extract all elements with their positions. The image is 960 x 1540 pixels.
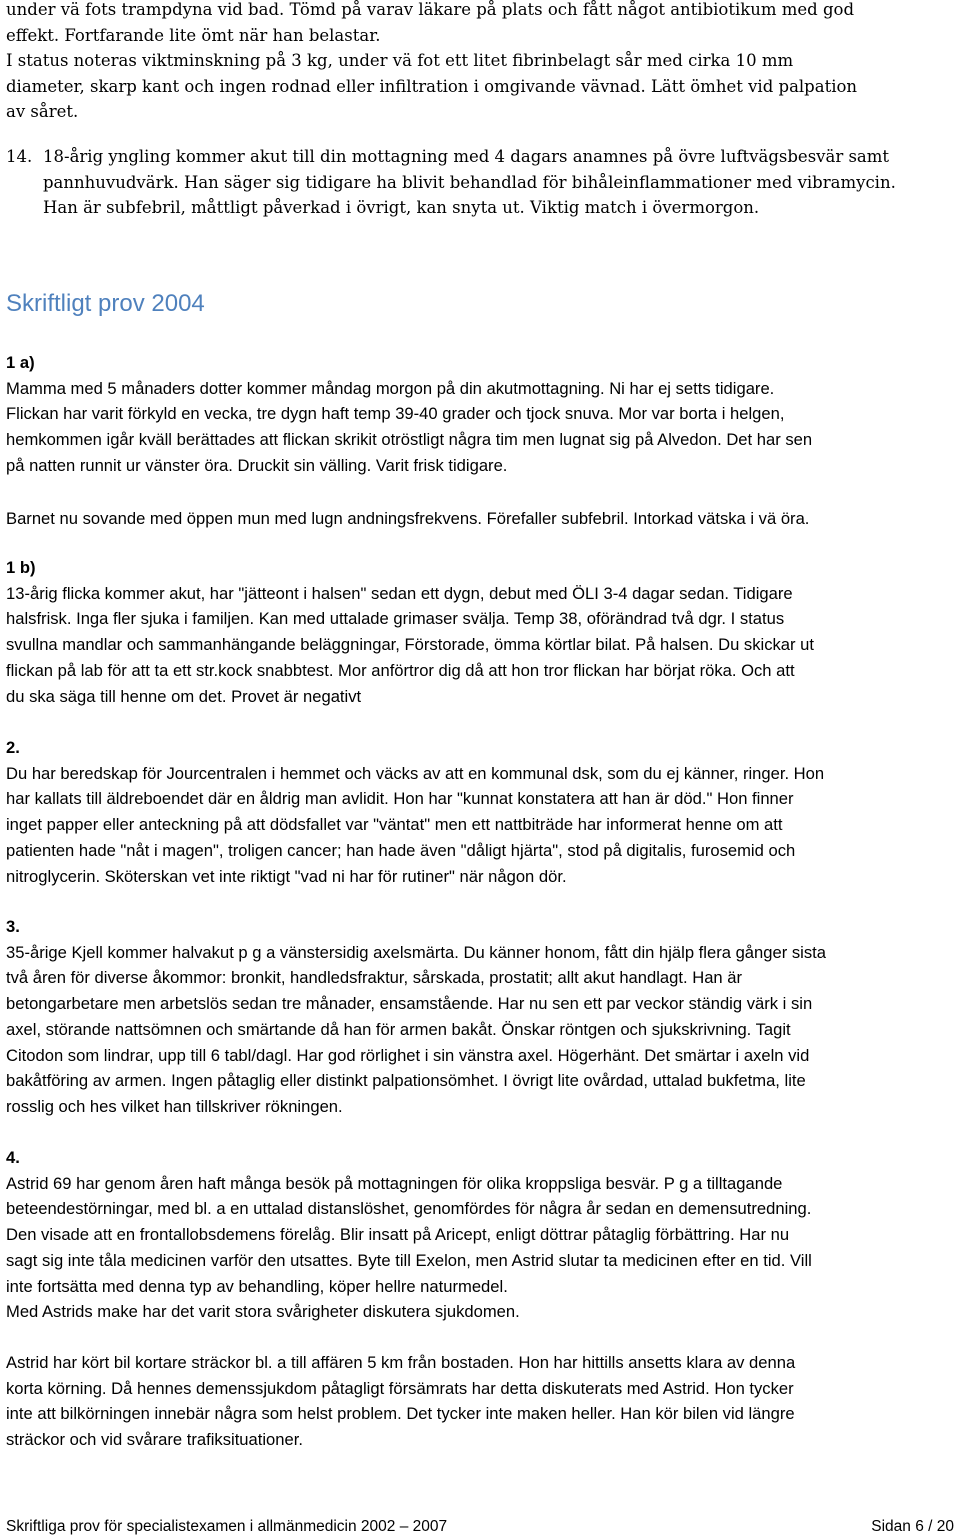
question-2 xyxy=(6,735,958,889)
text-line: axel, störande nattsömnen och smärtande då han för armen bakåt. Önskar röntgen och sjukskrivning. Tagit xyxy=(6,1019,791,1039)
text-line: diameter, skarp kant och ingen rodnad eller infiltration i omgivande vävnad. Lätt ömhet vid palpation xyxy=(6,76,858,96)
text-line: nitroglycerin. Sköterskan vet inte riktigt "vad ni har för rutiner" när någon dör. xyxy=(6,866,567,886)
text-line: inget papper eller anteckning på att dödsfallet var "väntat" men ett nattbiträde har informerat henne om att xyxy=(6,815,783,835)
text-line: under vä fots trampdyna vid bad. Tömd på varav läkare på plats och fått något antibiotikum med god xyxy=(6,0,855,19)
text-line: Du har beredskap för Jourcentralen i hemmet och väcks av att en kommunal dsk, som du ej känner, ringer. Hon xyxy=(6,763,825,783)
text-line: bakåtföring av armen. Ingen påtaglig eller distinkt palpationsömhet. I övrigt lite ovårdad, uttalad bukfetma, lite xyxy=(6,1071,806,1091)
text-line: Astrid har kört bil kortare sträckor bl. a till affären 5 km från bostaden. Hon har hittills ansetts klara av denna xyxy=(6,1353,796,1372)
text-line: Han är subfebril, måttligt påverkad i övrigt, kan snyta ut. Viktig match i övermorgon. xyxy=(43,198,760,217)
text-line: patienten hade "nåt i magen", troligen cancer; han hade även "dåligt hjärta", stod på digitalis, furosemid och xyxy=(6,840,796,860)
text-line: I status noteras viktminskning på 3 kg, under vä fot ett litet fibrinbelagt sår med cirka 10 mm xyxy=(6,51,794,70)
intro-paragraph xyxy=(6,0,954,125)
question-heading: 4. xyxy=(6,1148,20,1167)
footer-document-title: Skriftliga prov för specialistexamen i allmänmedicin 2002 – 2007 xyxy=(6,1518,448,1535)
text-line: två åren för diverse åkommor: bronkit, handledsfraktur, sårskada, prostatit; allt akut handlagt. Han är xyxy=(6,968,743,988)
text-line: Den visade att en frontallobsdemens förelåg. Blir insatt på Aricept, enligt döttrar påtaglig förbättring. Har nu xyxy=(6,1225,790,1245)
text-line: av såret. xyxy=(6,102,79,121)
question-1a xyxy=(6,350,958,479)
text-line: 13-årig flicka kommer akut, har "jätteont i halsen" sedan ett dygn, debut med ÖLI 3-4 dagar sedan. Tidigare xyxy=(6,583,793,603)
text-line: betongarbetare men arbetslös sedan tre månader, ensamstående. Har nu sen ett par veckor ständig värk i sin xyxy=(6,994,813,1014)
question-4-paragraph-2 xyxy=(6,1350,958,1453)
text-line: på natten runnit ur vänster öra. Druckit sin välling. Varit frisk tidigare. xyxy=(6,455,508,475)
text-line: effekt. Fortfarande lite ömt när han belastar. xyxy=(6,25,381,45)
question-heading: 1 b) xyxy=(6,558,36,577)
text-line: flickan på lab för att ta ett str.kock snabbtest. Mor anförtror dig då att hon tror flickan har börjat röka. Och att xyxy=(6,660,795,680)
text-line: inte att bilkörningen innebär några som helst problem. Det tycker inte maken heller. Han kör bilen vid längre xyxy=(6,1404,795,1424)
text-line: hemkommen igår kväll berättades att flickan skrikit otröstligt några tim men lugnat sig på Alvedon. Det har sen xyxy=(6,430,813,450)
text-line: du ska säga till henne om det. Provet är negativt xyxy=(6,686,362,706)
case-number: 14. xyxy=(6,147,33,166)
text-line: rosslig och hes vilket han tillskriver rökningen. xyxy=(6,1096,343,1116)
text-line: sagt sig inte tåla medicinen varför den utsattes. Byte till Exelon, men Astrid slutar ta medicinen efter en tid. Vill xyxy=(6,1250,812,1270)
question-1b xyxy=(6,555,958,709)
case-14-text xyxy=(43,144,954,221)
text-line: Flickan har varit förkyld en vecka, tre dygn haft temp 39-40 grader och tjock snuva. Mor var borta i helgen, xyxy=(6,404,785,424)
question-4 xyxy=(6,1145,958,1325)
text-line: sträckor och vid svårare trafiksituationer. xyxy=(6,1430,303,1450)
text-line: Med Astrids make har det varit stora svårigheter diskutera sjukdomen. xyxy=(6,1302,520,1322)
question-1a-observation xyxy=(6,506,958,532)
text-line: Barnet nu sovande med öppen mun med lugn andningsfrekvens. Förefaller subfebril. Intorkad vätska i vä öra. xyxy=(6,509,810,528)
text-line: Mamma med 5 månaders dotter kommer måndag morgon på din akutmottagning. Ni har ej setts tidigare. xyxy=(6,378,775,398)
text-line: Astrid 69 har genom åren haft många besök på mottagningen för olika kroppsliga besvär. P g a tilltagande xyxy=(6,1173,783,1193)
text-line: korta körning. Då hennes demenssjukdom påtagligt försämrats har detta diskuterats med Astrid. Hon tycker xyxy=(6,1378,794,1398)
question-3 xyxy=(6,914,958,1120)
question-heading: 2. xyxy=(6,738,20,757)
footer-page-number: Sidan 6 / 20 xyxy=(871,1518,954,1535)
text-line: pannhuvudvärk. Han säger sig tidigare ha blivit behandlad för bihåleinflammationer med vibramycin. xyxy=(43,172,896,192)
section-title: Skriftligt prov 2004 xyxy=(6,290,205,317)
text-line: svullna mandlar och sammanhängande beläggningar, Förstorade, ömma körtlar bilat. På halsen. Du skickar ut xyxy=(6,635,814,655)
text-line: har kallats till äldreboendet där en åldrig man avlidit. Hon har "kunnat konstatera att han är död." Hon finner xyxy=(6,789,794,809)
text-line: Citodon som lindrar, upp till 6 tabl/dagl. Har god rörlighet i sin vänstra axel. Högerhänt. Det smärtar i axeln vid xyxy=(6,1045,810,1065)
text-line: inte fortsätta med denna typ av behandling, köper hellre naturmedel. xyxy=(6,1276,508,1296)
text-line: 18-årig yngling kommer akut till din mottagning med 4 dagars anamnes på övre luftvägsbesvär samt xyxy=(43,147,890,166)
question-heading: 1 a) xyxy=(6,353,35,372)
text-line: 35-årige Kjell kommer halvakut p g a vänstersidig axelsmärta. Du känner honom, fått din hjälp flera gånger sista xyxy=(6,942,826,962)
text-line: beteendestörningar, med bl. a en uttalad distanslöshet, genomfördes för några år sedan en demensutredning. xyxy=(6,1199,812,1219)
text-line: halsfrisk. Inga fler sjuka i familjen. Kan med uttalade grimaser svälja. Temp 38, oförändrad två dgr. I status xyxy=(6,609,785,629)
question-heading: 3. xyxy=(6,917,20,936)
